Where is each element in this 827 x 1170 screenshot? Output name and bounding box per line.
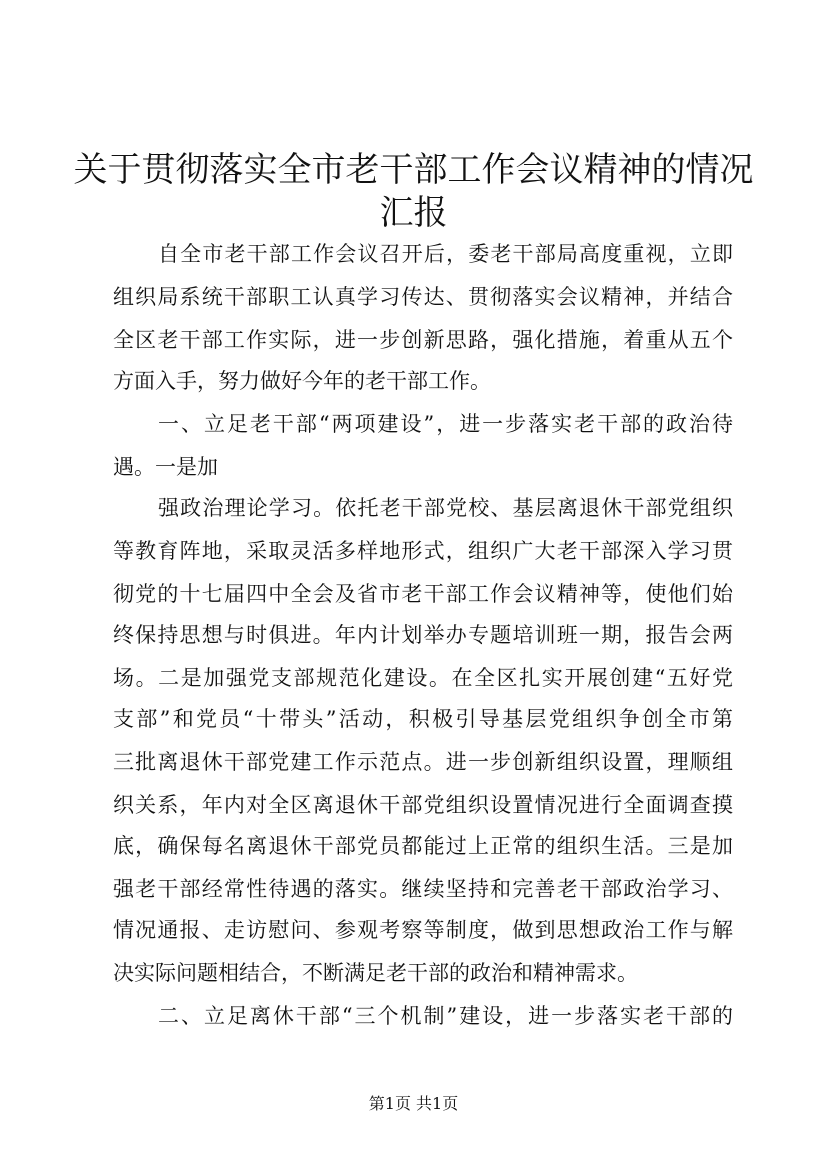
body-line: 方面入手，努力做好今年的老干部工作。	[113, 369, 491, 393]
body-line: 底，确保每名离退休干部党员都能过上正常的组织生活。三是加	[113, 834, 733, 858]
body-line: 强老干部经常性待遇的落实。继续坚持和完善老干部政治学习、	[113, 877, 733, 901]
body-line: 情况通报、走访慰问、参观考察等制度，做到思想政治工作与解	[113, 918, 733, 942]
body-line: 组织局系统干部职工认真学习传达、贯彻落实会议精神，并结合	[113, 285, 733, 309]
body-line: 强政治理论学习。依托老干部党校、基层离退休干部党组织	[158, 496, 733, 520]
body-line: 支部”和党员“十带头”活动，积极引导基层党组织争创全市第	[113, 707, 733, 731]
document-title-line-1: 关于贯彻落实全市老干部工作会议精神的情况	[73, 150, 754, 190]
body-line: 一、立足老干部“两项建设”，进一步落实老干部的政治待	[158, 412, 733, 436]
body-line: 彻党的十七届四中全会及省市老干部工作会议精神等，使他们始	[113, 582, 733, 606]
body-line: 三批离退休干部党建工作示范点。进一步创新组织设置，理顺组	[113, 750, 733, 774]
page-footer: 第1页 共1页	[368, 1094, 459, 1113]
body-line: 场。二是加强党支部规范化建设。在全区扎实开展创建“五好党	[113, 666, 733, 690]
body-line: 织关系，年内对全区离退休干部党组织设置情况进行全面调查摸	[113, 793, 733, 817]
body-line: 终保持思想与时俱进。年内计划举办专题培训班一期，报告会两	[113, 623, 733, 647]
body-line: 遇。一是加	[113, 455, 218, 479]
body-line: 全区老干部工作实际，进一步创新思路，强化措施，着重从五个	[113, 328, 733, 352]
body-line: 等教育阵地，采取灵活多样地形式，组织广大老干部深入学习贯	[113, 539, 733, 563]
body-line: 二、立足离休干部“三个机制”建设，进一步落实老干部的	[158, 1004, 733, 1028]
body-line: 自全市老干部工作会议召开后，委老干部局高度重视，立即	[158, 242, 733, 266]
body-line: 决实际问题相结合，不断满足老干部的政治和精神需求。	[113, 961, 638, 985]
document-title-line-2: 汇报	[379, 193, 448, 233]
